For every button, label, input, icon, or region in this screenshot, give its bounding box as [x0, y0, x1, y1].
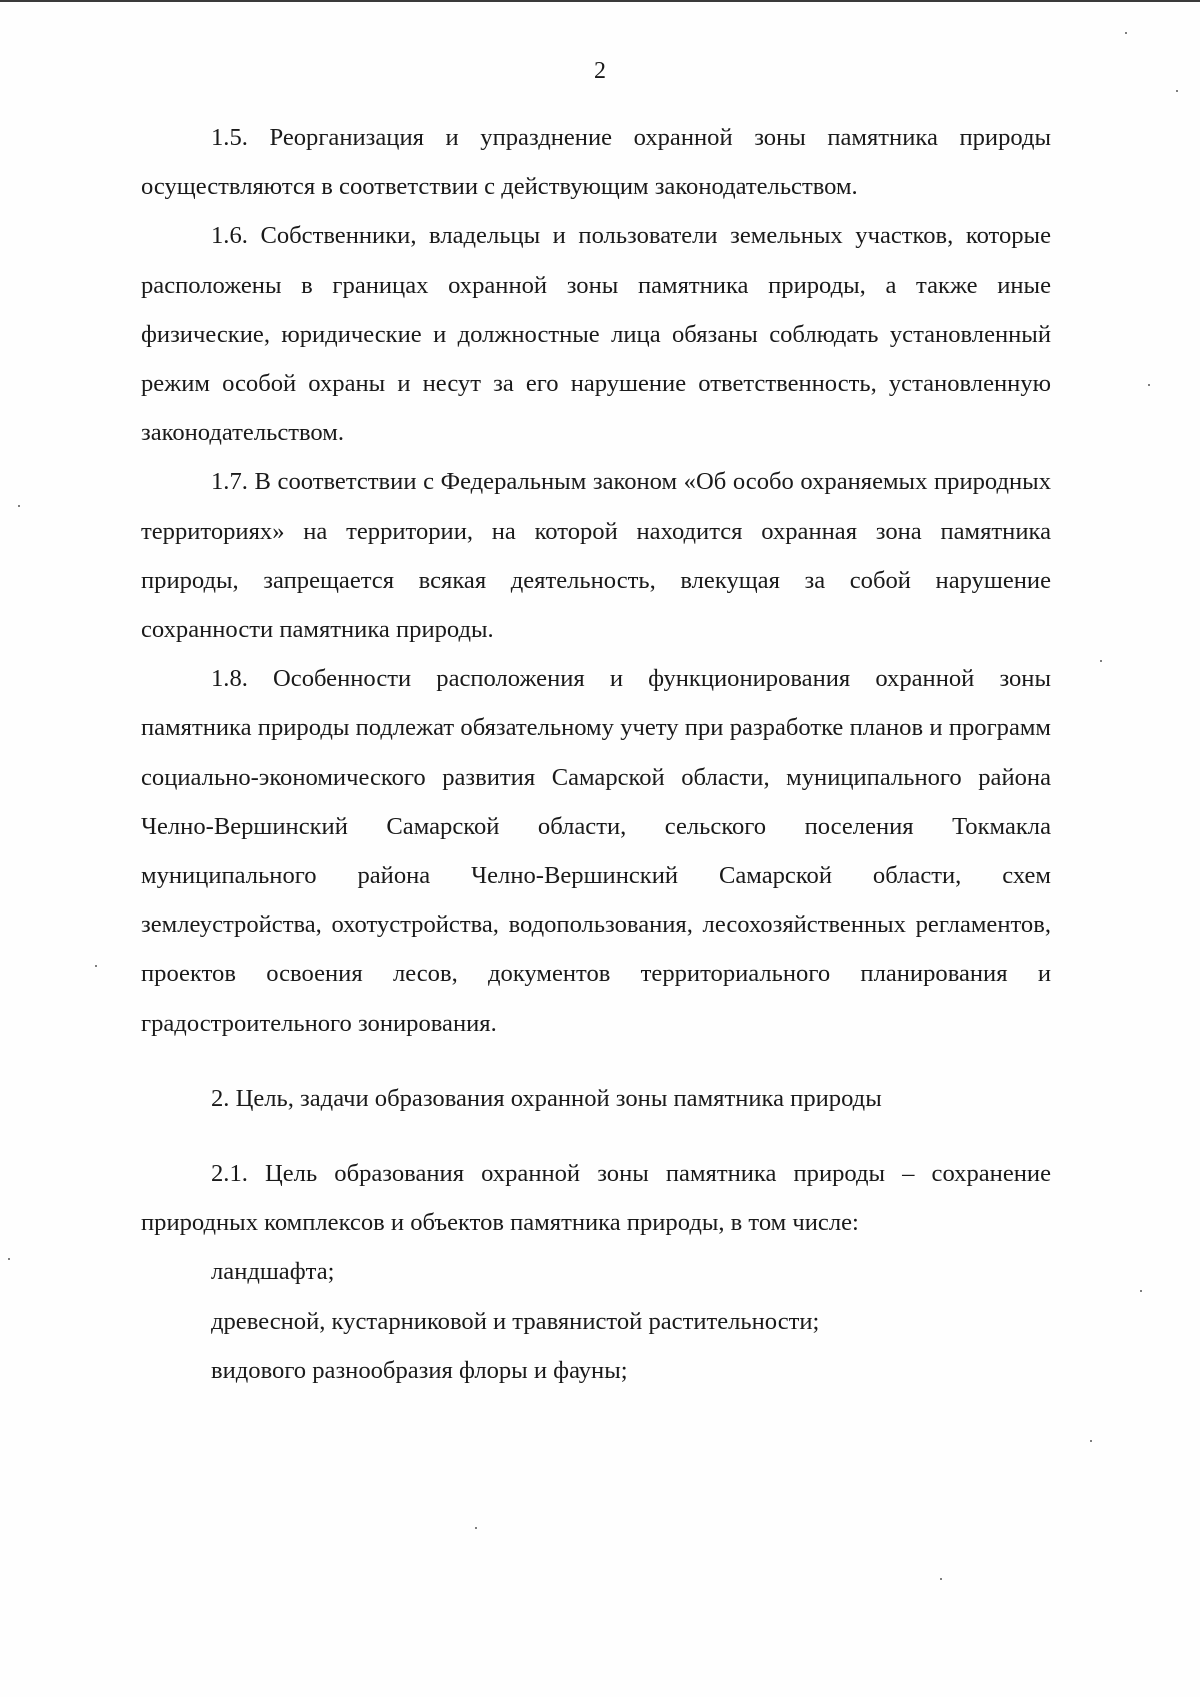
- list-item: видового разнообразия флоры и фауны;: [211, 1356, 628, 1384]
- scan-speck: [95, 965, 97, 967]
- scan-speck: [1100, 660, 1102, 662]
- scan-speck: [1090, 1440, 1092, 1442]
- paragraph-2-1: 2.1. Цель образования охранной зоны памятника природы – сохранение природных комплексов и объектов памятника природы, в том числе:: [141, 1160, 1051, 1237]
- document-body: [141, 113, 1051, 1395]
- scan-speck: [8, 1258, 10, 1260]
- paragraph-1-8: 1.8. Особенности расположения и функционирования охранной зоны памятника природы подлежат обязательному учету при разработке планов и программ социально-экономического развития Самарской области, муниципального района Челно-Вершинский Самарской области, сельского поселения Токмакла муниципального района Челно-Вершинский Самарской области, схем землеустройства, охотустройства, водопользования, лесохозяйственных регламентов, проектов освоения лесов, документов территориального планирования и градостроительного зонирования.: [141, 665, 1051, 1037]
- scan-speck: [940, 1578, 942, 1580]
- paragraph-1-7: 1.7. В соответствии с Федеральным законом «Об особо охраняемых природных территориях» на территории, на которой находится охранная зона памятника природы, запрещается всякая деятельность, влекущая за собой нарушение сохранности памятника природы.: [141, 468, 1051, 644]
- section-2-heading: 2. Цель, задачи образования охранной зоны памятника природы: [211, 1084, 882, 1112]
- scan-top-border: [0, 0, 1200, 2]
- scan-speck: [1125, 32, 1127, 34]
- scan-speck: [1140, 1290, 1142, 1292]
- scan-speck: [1148, 384, 1150, 386]
- scan-speck: [18, 505, 20, 507]
- scan-speck: [1176, 90, 1178, 92]
- list-item: древесной, кустарниковой и травянистой растительности;: [211, 1307, 820, 1335]
- paragraph-1-6: 1.6. Собственники, владельцы и пользователи земельных участков, которые расположены в границах охранной зоны памятника природы, а также иные физические, юридические и должностные лица обязаны соблюдать установленный режим особой охраны и несут за его нарушение ответственность, установленную законодательством.: [141, 222, 1051, 447]
- page-number: 2: [594, 58, 606, 84]
- paragraph-1-5: 1.5. Реорганизация и упразднение охранной зоны памятника природы осуществляются в соответствии с действующим законодательством.: [141, 124, 1051, 201]
- list-item: ландшафта;: [211, 1258, 335, 1286]
- scan-speck: [475, 1527, 477, 1529]
